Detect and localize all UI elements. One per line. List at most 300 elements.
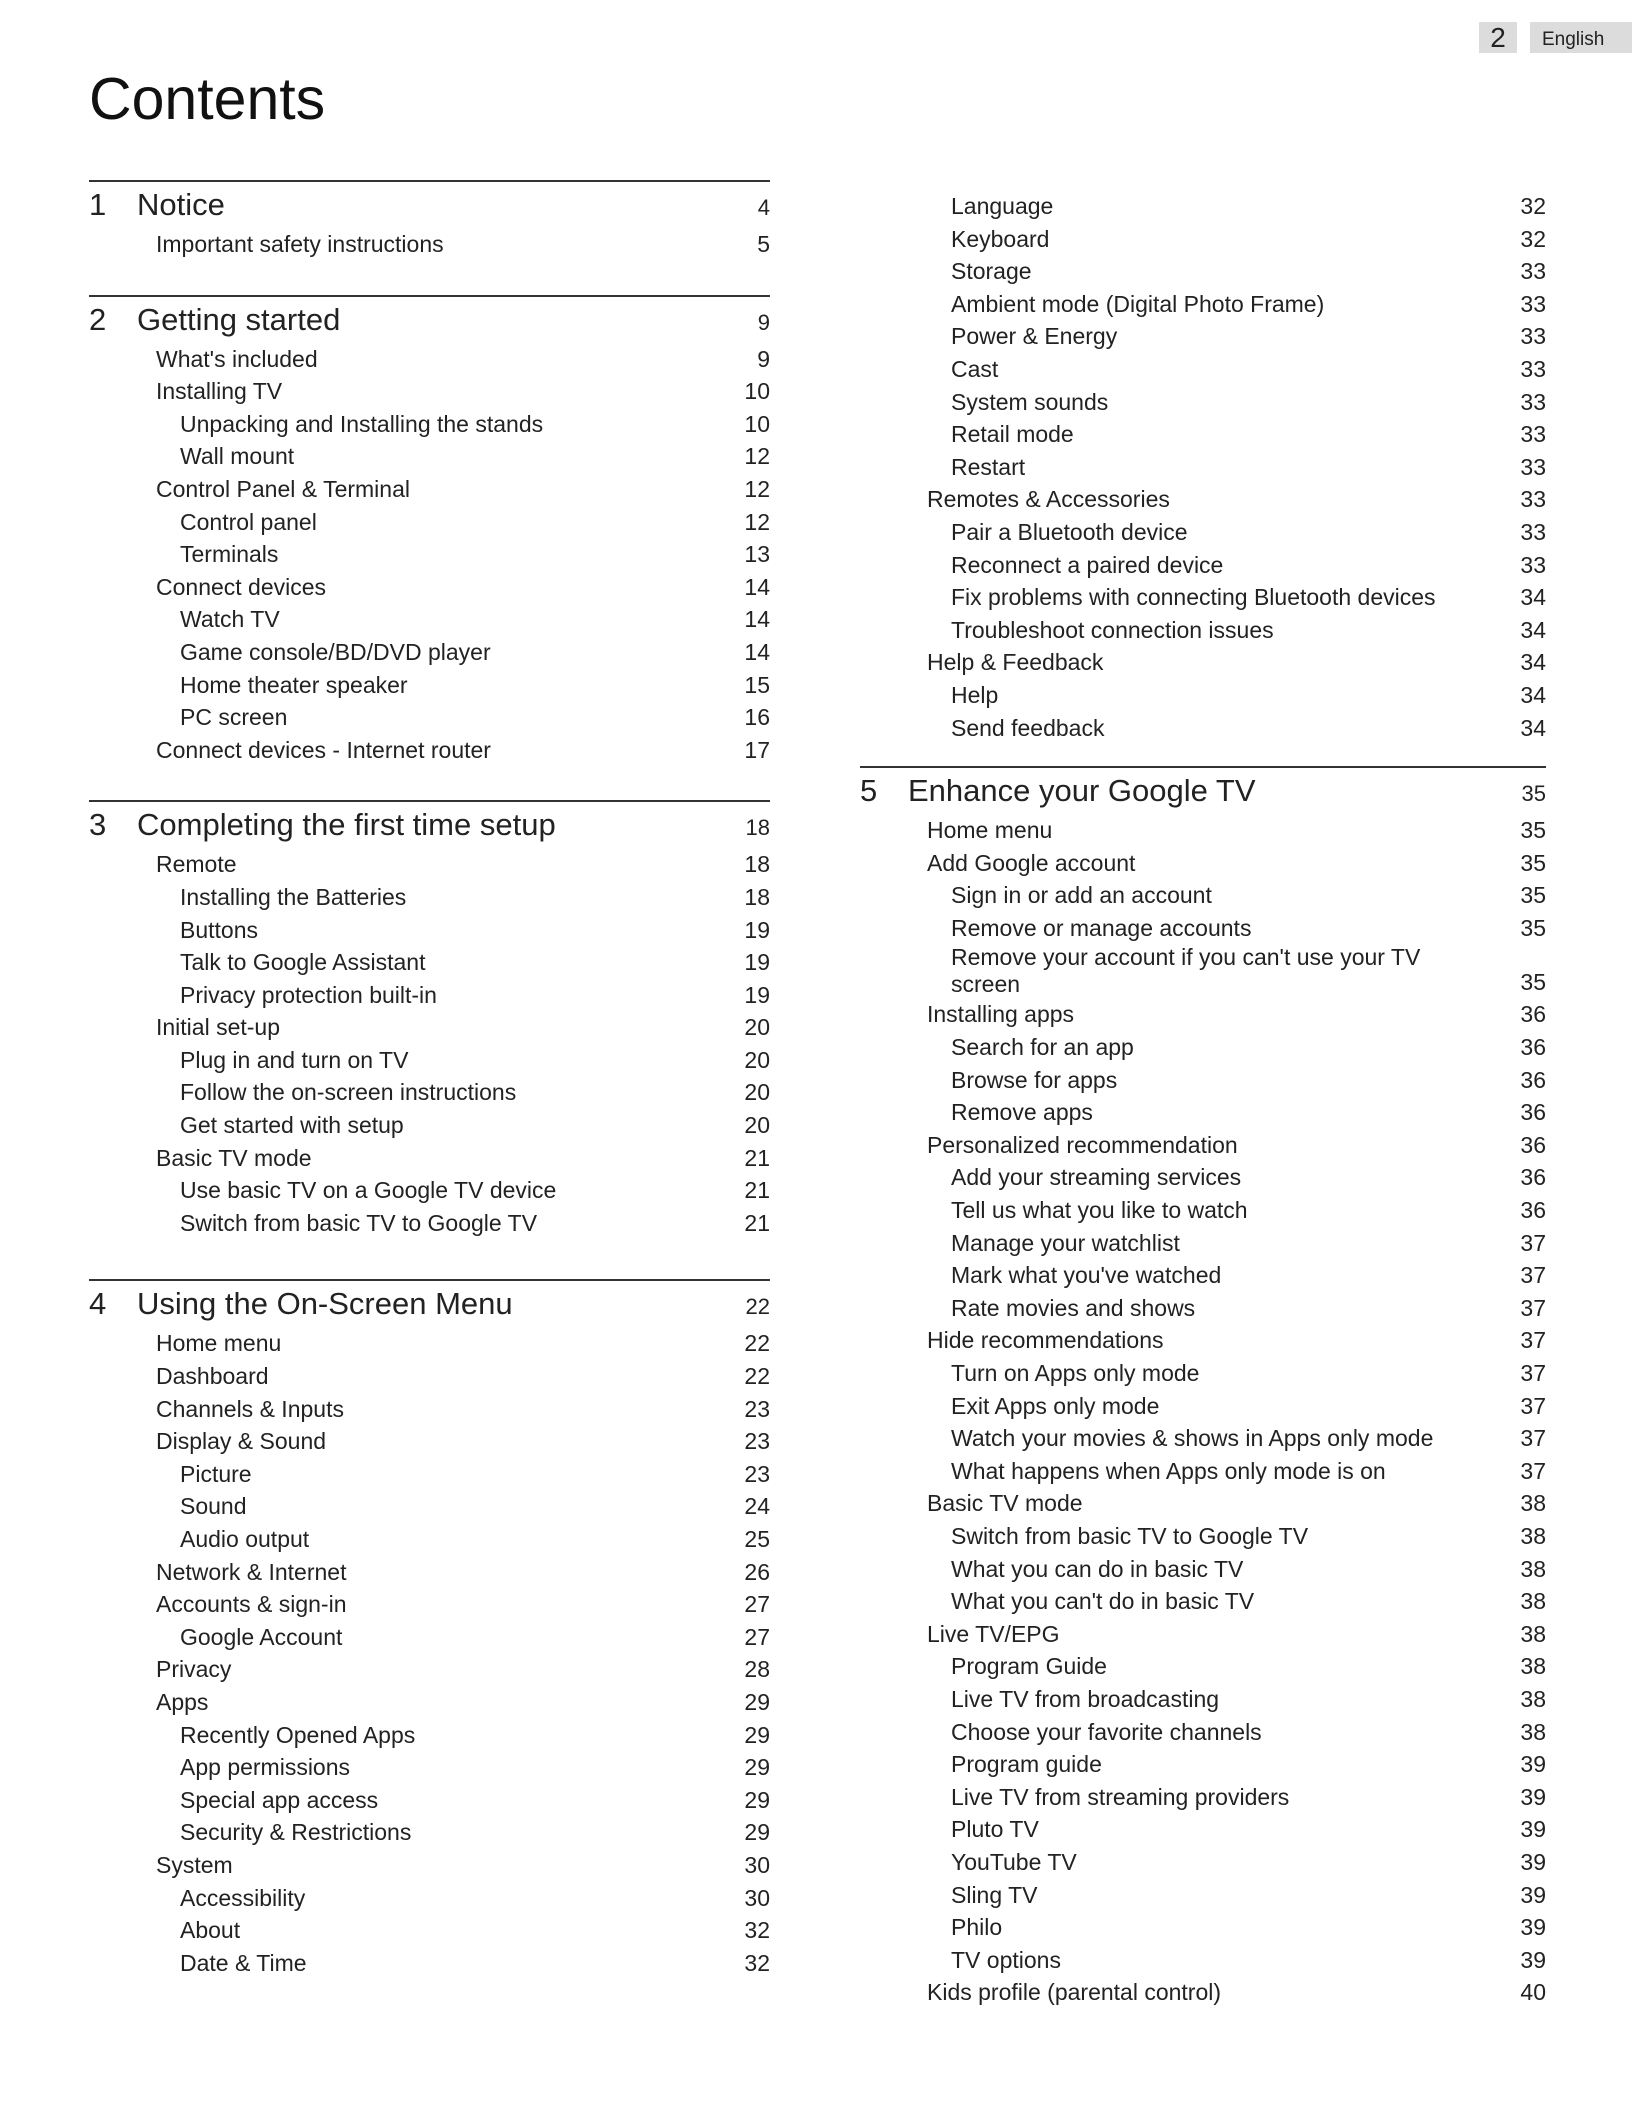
toc-entry[interactable] bbox=[860, 1813, 1546, 1846]
toc-entry-title: Apps bbox=[156, 1688, 209, 1715]
toc-entry-page: 14 bbox=[744, 573, 770, 600]
toc-entry-page: 33 bbox=[1520, 453, 1546, 480]
toc-entry-page: 33 bbox=[1520, 355, 1546, 382]
toc-entry[interactable] bbox=[860, 1520, 1546, 1553]
toc-entry-page: 33 bbox=[1520, 486, 1546, 513]
toc-entry-title: Turn on Apps only mode bbox=[951, 1360, 1200, 1386]
toc-entry[interactable] bbox=[89, 538, 770, 571]
chapter-title: Using the On-Screen Menu bbox=[137, 1286, 513, 1322]
toc-entry-page: 36 bbox=[1520, 1066, 1546, 1093]
toc-entry[interactable] bbox=[860, 288, 1546, 321]
toc-entry[interactable] bbox=[860, 1064, 1546, 1097]
toc-entry-title: Fix problems with connecting Bluetooth devices bbox=[951, 584, 1436, 611]
toc-entry[interactable] bbox=[860, 1390, 1546, 1423]
toc-entry-title: Sling TV bbox=[951, 1881, 1038, 1908]
page-title: Contents bbox=[89, 66, 326, 132]
toc-entry[interactable] bbox=[860, 1976, 1546, 2009]
toc-entry[interactable] bbox=[860, 1716, 1546, 1749]
toc-entry-title: Add Google account bbox=[927, 849, 1136, 876]
toc-entry-title: Sign in or add an account bbox=[951, 882, 1212, 909]
chapter-page: 35 bbox=[1521, 781, 1546, 807]
toc-entry-page: 20 bbox=[744, 1046, 770, 1073]
toc-entry-title: Basic TV mode bbox=[927, 1490, 1083, 1517]
language-label: English bbox=[1530, 22, 1632, 53]
toc-entry-page: 21 bbox=[744, 1177, 770, 1204]
toc-entry[interactable] bbox=[89, 1914, 770, 1947]
toc-entry-title: Connect devices bbox=[156, 573, 327, 600]
chapter-heading[interactable] bbox=[89, 182, 770, 228]
toc-entry-title: Accounts & sign-in bbox=[156, 1591, 347, 1618]
toc-entry-title: Search for an app bbox=[951, 1034, 1134, 1061]
toc-entry-title: Installing TV bbox=[156, 378, 283, 405]
toc-entry-title: System sounds bbox=[951, 388, 1109, 415]
toc-entry[interactable] bbox=[860, 1096, 1546, 1129]
toc-entry-page: 39 bbox=[1520, 1914, 1546, 1941]
toc-entry[interactable] bbox=[860, 1846, 1546, 1879]
toc-entry-page: 37 bbox=[1520, 1392, 1546, 1419]
toc-entry-title: Display & Sound bbox=[156, 1428, 327, 1455]
toc-entry-page: 37 bbox=[1520, 1457, 1546, 1484]
toc-entry[interactable] bbox=[89, 228, 770, 261]
toc-entry-title: Remove your account if you can't use your TV screen bbox=[951, 944, 1421, 998]
toc-entry[interactable] bbox=[860, 1194, 1546, 1227]
toc-entry[interactable] bbox=[860, 386, 1546, 419]
toc-entry-title: Restart bbox=[951, 453, 1026, 480]
toc-entry-page: 39 bbox=[1520, 1816, 1546, 1843]
toc-entry[interactable] bbox=[89, 881, 770, 914]
toc-entry-page: 29 bbox=[744, 1754, 770, 1781]
toc-entry-page: 22 bbox=[744, 1330, 770, 1357]
toc-entry-title: Basic TV mode bbox=[156, 1144, 312, 1171]
chapter-title: Completing the first time setup bbox=[137, 807, 556, 843]
toc-entry[interactable] bbox=[860, 255, 1546, 288]
toc-entry-page: 37 bbox=[1520, 1327, 1546, 1354]
toc-entry[interactable] bbox=[860, 1487, 1546, 1520]
toc-entry[interactable] bbox=[89, 1174, 770, 1207]
toc-entry[interactable] bbox=[860, 1683, 1546, 1716]
toc-entry[interactable] bbox=[860, 516, 1546, 549]
toc-entry[interactable] bbox=[89, 701, 770, 734]
chapter-number: 1 bbox=[89, 187, 107, 222]
chapter-heading[interactable] bbox=[89, 802, 770, 848]
toc-entry-title: Privacy protection built-in bbox=[180, 981, 437, 1008]
toc-entry[interactable] bbox=[89, 343, 770, 376]
toc-entry-title: Switch from basic TV to Google TV bbox=[951, 1522, 1309, 1549]
toc-entry[interactable] bbox=[860, 1324, 1546, 1357]
toc-entry-title: Remove apps bbox=[951, 1099, 1093, 1126]
toc-entry-page: 19 bbox=[744, 981, 770, 1008]
toc-entry-title: Kids profile (parental control) bbox=[927, 1979, 1222, 2006]
toc-entry-title: Keyboard bbox=[951, 225, 1050, 252]
toc-entry-page: 9 bbox=[757, 345, 770, 372]
toc-entry-page: 13 bbox=[744, 541, 770, 568]
toc-entry-page: 39 bbox=[1520, 1751, 1546, 1778]
toc-entry[interactable] bbox=[860, 1618, 1546, 1651]
toc-entry-title: Mark what you've watched bbox=[951, 1262, 1222, 1289]
toc-entry[interactable] bbox=[89, 1653, 770, 1686]
toc-entry-page: 34 bbox=[1520, 616, 1546, 643]
toc-entry-page: 26 bbox=[744, 1558, 770, 1585]
toc-entry-page: 37 bbox=[1520, 1360, 1546, 1386]
toc-entry[interactable] bbox=[860, 320, 1546, 353]
toc-entry[interactable] bbox=[89, 848, 770, 881]
toc-entry-title: Home menu bbox=[156, 1330, 282, 1357]
toc-entry-title: Installing apps bbox=[927, 1001, 1075, 1028]
toc-entry-title: Connect devices - Internet router bbox=[156, 736, 491, 763]
toc-entry-page: 5 bbox=[757, 231, 770, 257]
toc-entry-title: Personalized recommendation bbox=[927, 1131, 1238, 1158]
toc-entry-page: 29 bbox=[744, 1819, 770, 1846]
toc-entry-page: 10 bbox=[744, 378, 770, 405]
chapter-heading[interactable] bbox=[89, 297, 770, 343]
toc-entry[interactable] bbox=[860, 1292, 1546, 1325]
toc-entry-page: 34 bbox=[1520, 584, 1546, 611]
toc-entry-title: Date & Time bbox=[180, 1949, 307, 1976]
toc-entry[interactable] bbox=[860, 1129, 1546, 1162]
toc-entry[interactable] bbox=[89, 1719, 770, 1752]
chapter-heading[interactable] bbox=[89, 1281, 770, 1327]
toc-entry-page: 18 bbox=[744, 883, 770, 910]
toc-entry-title: Tell us what you like to watch bbox=[951, 1197, 1248, 1224]
toc-entry-title: Cast bbox=[951, 355, 999, 382]
toc-entry-page: 32 bbox=[744, 1917, 770, 1944]
toc-chapter bbox=[89, 295, 770, 767]
toc-entry-title: Remotes & Accessories bbox=[927, 486, 1170, 513]
toc-entry-title: Initial set-up bbox=[156, 1014, 281, 1041]
toc-entry-title: Philo bbox=[951, 1914, 1003, 1941]
toc-entry-title: About bbox=[180, 1917, 241, 1944]
toc-entry-title: Buttons bbox=[180, 916, 258, 943]
toc-entry-title: Live TV from streaming providers bbox=[951, 1783, 1290, 1810]
toc-entry-title: Ambient mode (Digital Photo Frame) bbox=[951, 290, 1325, 317]
toc-entry-title: Remove or manage accounts bbox=[951, 914, 1252, 941]
toc-entry-title: PC screen bbox=[180, 704, 288, 731]
toc-entry-title: What you can't do in basic TV bbox=[951, 1588, 1255, 1615]
toc-entry-page: 23 bbox=[744, 1428, 770, 1455]
toc-entry[interactable] bbox=[89, 571, 770, 604]
toc-entry-page: 22 bbox=[744, 1363, 770, 1390]
toc-entry-page: 21 bbox=[744, 1144, 770, 1171]
toc-entry-title: Important safety instructions bbox=[156, 231, 444, 257]
toc-entry-page: 14 bbox=[744, 606, 770, 633]
toc-entry[interactable] bbox=[89, 1686, 770, 1719]
toc-entry-page: 30 bbox=[744, 1851, 770, 1878]
toc-entry[interactable] bbox=[860, 1031, 1546, 1064]
toc-entry[interactable] bbox=[89, 1849, 770, 1882]
toc-entry[interactable] bbox=[860, 1227, 1546, 1260]
toc-entry-title: Switch from basic TV to Google TV bbox=[180, 1209, 538, 1236]
toc-entry[interactable] bbox=[860, 879, 1546, 912]
chapter-number: 3 bbox=[89, 807, 107, 843]
toc-entry-page: 12 bbox=[744, 475, 770, 502]
toc-entry-page: 40 bbox=[1520, 1979, 1546, 2006]
toc-entry-title: Security & Restrictions bbox=[180, 1819, 412, 1846]
toc-entry[interactable] bbox=[89, 1142, 770, 1175]
toc-entry-page: 35 bbox=[1520, 849, 1546, 876]
toc-entry-title: Audio output bbox=[180, 1526, 310, 1552]
toc-entry[interactable] bbox=[860, 483, 1546, 516]
toc-entry-title: Manage your watchlist bbox=[951, 1229, 1180, 1256]
toc-entry-title: Watch your movies & shows in Apps only mode bbox=[951, 1425, 1434, 1452]
toc-entry[interactable] bbox=[89, 669, 770, 702]
toc-entry[interactable] bbox=[89, 1588, 770, 1621]
toc-entry[interactable] bbox=[89, 603, 770, 636]
toc-entry-page: 23 bbox=[744, 1460, 770, 1487]
toc-entry-page: 34 bbox=[1520, 681, 1546, 708]
toc-entry-title: Help bbox=[951, 681, 999, 708]
toc-entry-page: 25 bbox=[744, 1526, 770, 1552]
toc-entry[interactable] bbox=[89, 1458, 770, 1491]
toc-entry-page: 23 bbox=[744, 1395, 770, 1422]
toc-entry-title: Remote bbox=[156, 851, 237, 878]
toc-left-column bbox=[89, 180, 770, 1979]
toc-entry[interactable] bbox=[89, 1947, 770, 1980]
toc-entry-title: Unpacking and Installing the stands bbox=[180, 410, 544, 437]
toc-chapter bbox=[860, 766, 1546, 2009]
toc-entry-title: Power & Energy bbox=[951, 323, 1118, 350]
toc-chapter bbox=[89, 180, 770, 261]
toc-entry-page: 38 bbox=[1520, 1653, 1546, 1680]
toc-entry[interactable] bbox=[89, 734, 770, 767]
toc-entry-title: Special app access bbox=[180, 1786, 379, 1813]
toc-entry[interactable] bbox=[89, 408, 770, 441]
toc-entry-page: 37 bbox=[1520, 1425, 1546, 1452]
toc-entry-page: 27 bbox=[744, 1623, 770, 1650]
toc-entry-page: 39 bbox=[1520, 1946, 1546, 1973]
toc-entry[interactable] bbox=[89, 1393, 770, 1426]
toc-entry[interactable] bbox=[860, 1553, 1546, 1586]
toc-entry[interactable] bbox=[89, 1751, 770, 1784]
toc-entry[interactable] bbox=[860, 1748, 1546, 1781]
toc-entry-page: 37 bbox=[1520, 1262, 1546, 1289]
toc-entry[interactable] bbox=[860, 1161, 1546, 1194]
toc-entry-page: 39 bbox=[1520, 1848, 1546, 1875]
toc-entry[interactable] bbox=[860, 847, 1546, 880]
chapter-number: 5 bbox=[860, 773, 878, 809]
toc-entry-title: YouTube TV bbox=[951, 1848, 1077, 1875]
toc-entry-title: Storage bbox=[951, 258, 1032, 285]
toc-right-column bbox=[860, 190, 1546, 2009]
toc-entry[interactable] bbox=[860, 944, 1546, 998]
toc-entry-title: Picture bbox=[180, 1460, 252, 1487]
toc-entry-page: 38 bbox=[1520, 1718, 1546, 1745]
toc-entry[interactable] bbox=[860, 814, 1546, 847]
toc-entry-page: 27 bbox=[744, 1591, 770, 1618]
toc-entry[interactable] bbox=[89, 1044, 770, 1077]
toc-entry[interactable] bbox=[89, 1882, 770, 1915]
toc-chapter bbox=[89, 1279, 770, 1979]
toc-entry-title: Reconnect a paired device bbox=[951, 551, 1224, 578]
toc-entry-page: 34 bbox=[1520, 649, 1546, 676]
toc-entry[interactable] bbox=[860, 712, 1546, 745]
toc-entry[interactable] bbox=[860, 1944, 1546, 1977]
toc-entry[interactable] bbox=[860, 549, 1546, 582]
toc-entry-title: Game console/BD/DVD player bbox=[180, 638, 491, 665]
toc-entry-title: Troubleshoot connection issues bbox=[951, 616, 1274, 643]
toc-entry[interactable] bbox=[860, 1879, 1546, 1912]
toc-entry[interactable] bbox=[89, 1076, 770, 1109]
toc-entry-page: 20 bbox=[744, 1112, 770, 1139]
toc-entry-title: Retail mode bbox=[951, 421, 1074, 448]
toc-entry[interactable] bbox=[89, 979, 770, 1012]
toc-entry[interactable] bbox=[860, 1650, 1546, 1683]
toc-entry-page: 18 bbox=[744, 851, 770, 878]
toc-entry-title: Plug in and turn on TV bbox=[180, 1046, 409, 1073]
toc-entry[interactable] bbox=[89, 636, 770, 669]
toc-entry-page: 33 bbox=[1520, 258, 1546, 285]
toc-entry[interactable] bbox=[860, 1259, 1546, 1292]
toc-entry-page: 19 bbox=[744, 949, 770, 976]
toc-entry[interactable] bbox=[89, 1360, 770, 1393]
toc-entry[interactable] bbox=[89, 1556, 770, 1589]
toc-entry-page: 19 bbox=[744, 916, 770, 943]
toc-entry-title: Language bbox=[951, 193, 1054, 219]
toc-entry[interactable] bbox=[89, 473, 770, 506]
toc-entry[interactable] bbox=[89, 1109, 770, 1142]
toc-entry-page: 29 bbox=[744, 1721, 770, 1748]
toc-entry[interactable] bbox=[860, 1911, 1546, 1944]
toc-entry-page: 14 bbox=[744, 638, 770, 665]
toc-entry-title: Talk to Google Assistant bbox=[180, 949, 426, 976]
toc-entry-page: 36 bbox=[1520, 1164, 1546, 1191]
toc-entry-page: 29 bbox=[744, 1786, 770, 1813]
toc-entry-title: What happens when Apps only mode is on bbox=[951, 1457, 1386, 1484]
toc-entry[interactable] bbox=[860, 1422, 1546, 1455]
toc-entry[interactable] bbox=[89, 914, 770, 947]
toc-entry[interactable] bbox=[860, 1357, 1546, 1390]
toc-entry-title: Home menu bbox=[927, 817, 1053, 844]
toc-entry[interactable] bbox=[860, 223, 1546, 256]
toc-entry[interactable] bbox=[860, 912, 1546, 945]
toc-entry[interactable] bbox=[89, 506, 770, 539]
toc-entry[interactable] bbox=[89, 1523, 770, 1556]
toc-entry[interactable] bbox=[89, 1207, 770, 1240]
toc-entry-title: Choose your favorite channels bbox=[951, 1718, 1262, 1745]
toc-entry[interactable] bbox=[860, 1781, 1546, 1814]
toc-entry-title: Browse for apps bbox=[951, 1066, 1118, 1093]
toc-entry-title: Pluto TV bbox=[951, 1816, 1039, 1843]
toc-entry-page: 35 bbox=[1520, 968, 1546, 995]
toc-entry-title: Google Account bbox=[180, 1623, 343, 1650]
toc-entry-title: Sound bbox=[180, 1493, 247, 1520]
toc-entry-title: TV options bbox=[951, 1946, 1061, 1973]
toc-entry-title: Pair a Bluetooth device bbox=[951, 518, 1188, 545]
chapter-page: 18 bbox=[745, 815, 770, 841]
toc-entry-page: 36 bbox=[1520, 1099, 1546, 1126]
toc-entry-title: Privacy bbox=[156, 1656, 232, 1683]
toc-entry-title: Send feedback bbox=[951, 714, 1105, 741]
toc-entry[interactable] bbox=[860, 581, 1546, 614]
toc-entry-page: 17 bbox=[744, 736, 770, 763]
toc-entry-page: 36 bbox=[1520, 1001, 1546, 1028]
toc-entry[interactable] bbox=[860, 998, 1546, 1031]
toc-entry-page: 33 bbox=[1520, 551, 1546, 578]
toc-entry-page: 35 bbox=[1520, 882, 1546, 909]
toc-entry-title: Installing the Batteries bbox=[180, 883, 407, 910]
chapter-number: 4 bbox=[89, 1286, 107, 1322]
toc-entry-page: 33 bbox=[1520, 518, 1546, 545]
toc-entry-page: 34 bbox=[1520, 714, 1546, 741]
toc-entry-title: Home theater speaker bbox=[180, 671, 408, 698]
toc-entry-title: Network & Internet bbox=[156, 1558, 347, 1585]
toc-entry-page: 36 bbox=[1520, 1131, 1546, 1158]
toc-entry-page: 38 bbox=[1520, 1522, 1546, 1549]
chapter-page: 22 bbox=[745, 1294, 770, 1320]
toc-entry[interactable] bbox=[89, 946, 770, 979]
toc-entry-page: 24 bbox=[744, 1493, 770, 1520]
toc-entry-title: Channels & Inputs bbox=[156, 1395, 344, 1422]
toc-entry[interactable] bbox=[860, 418, 1546, 451]
toc-entry-title: Live TV/EPG bbox=[927, 1620, 1060, 1647]
toc-entry-title: What you can do in basic TV bbox=[951, 1555, 1244, 1582]
toc-entry[interactable] bbox=[89, 375, 770, 408]
toc-entry-page: 28 bbox=[744, 1656, 770, 1683]
toc-entry-page: 33 bbox=[1520, 388, 1546, 415]
toc-entry-title: Terminals bbox=[180, 541, 279, 568]
toc-entry-page: 29 bbox=[744, 1688, 770, 1715]
toc-entry-page: 12 bbox=[744, 508, 770, 535]
toc-entry-title: Add your streaming services bbox=[951, 1164, 1242, 1191]
toc-entry-page: 38 bbox=[1520, 1555, 1546, 1582]
toc-entry-title: Watch TV bbox=[180, 606, 280, 633]
toc-entry[interactable] bbox=[860, 646, 1546, 679]
toc-entry[interactable] bbox=[89, 1490, 770, 1523]
toc-entry-page: 12 bbox=[744, 443, 770, 470]
toc-entry-page: 10 bbox=[744, 410, 770, 437]
toc-entry-title: Use basic TV on a Google TV device bbox=[180, 1177, 557, 1204]
toc-entry[interactable] bbox=[860, 1455, 1546, 1488]
toc-entry-page: 36 bbox=[1520, 1197, 1546, 1224]
toc-entry-page: 35 bbox=[1520, 914, 1546, 941]
toc-entry-page: 32 bbox=[1520, 193, 1546, 219]
toc-entry[interactable] bbox=[860, 1585, 1546, 1618]
toc-entry[interactable] bbox=[89, 1784, 770, 1817]
toc-entry[interactable] bbox=[89, 440, 770, 473]
toc-entry-title: Rate movies and shows bbox=[951, 1294, 1196, 1321]
toc-entry[interactable] bbox=[89, 1425, 770, 1458]
toc-entry[interactable] bbox=[89, 1011, 770, 1044]
toc-entry[interactable] bbox=[860, 679, 1546, 712]
toc-entry[interactable] bbox=[860, 353, 1546, 386]
toc-entry[interactable] bbox=[89, 1621, 770, 1654]
toc-entry-title: Dashboard bbox=[156, 1363, 269, 1390]
toc-entry-page: 38 bbox=[1520, 1490, 1546, 1517]
toc-entry[interactable] bbox=[860, 614, 1546, 647]
toc-entry-title: Follow the on-screen instructions bbox=[180, 1079, 517, 1106]
toc-entry-title: Recently Opened Apps bbox=[180, 1721, 416, 1748]
toc-entry-title: Help & Feedback bbox=[927, 649, 1104, 676]
toc-entry-page: 37 bbox=[1520, 1294, 1546, 1321]
toc-entry-page: 35 bbox=[1520, 817, 1546, 844]
toc-entry-title: System bbox=[156, 1851, 233, 1878]
chapter-title: Notice bbox=[137, 187, 225, 222]
toc-entry[interactable] bbox=[860, 190, 1546, 223]
chapter-heading[interactable] bbox=[860, 768, 1546, 814]
toc-entry[interactable] bbox=[89, 1327, 770, 1360]
toc-entry-page: 33 bbox=[1520, 290, 1546, 317]
toc-entry-title: Get started with setup bbox=[180, 1112, 404, 1139]
toc-entry-title: Program guide bbox=[951, 1751, 1102, 1778]
toc-entry-title: Exit Apps only mode bbox=[951, 1392, 1160, 1419]
toc-entry-title: Wall mount bbox=[180, 443, 295, 470]
toc-entry[interactable] bbox=[89, 1816, 770, 1849]
chapter-page: 4 bbox=[757, 195, 770, 220]
toc-entry-page: 39 bbox=[1520, 1881, 1546, 1908]
toc-entry-page: 38 bbox=[1520, 1588, 1546, 1615]
toc-entry-title: What's included bbox=[156, 345, 318, 372]
toc-entry[interactable] bbox=[860, 451, 1546, 484]
chapter-page: 9 bbox=[757, 309, 770, 335]
